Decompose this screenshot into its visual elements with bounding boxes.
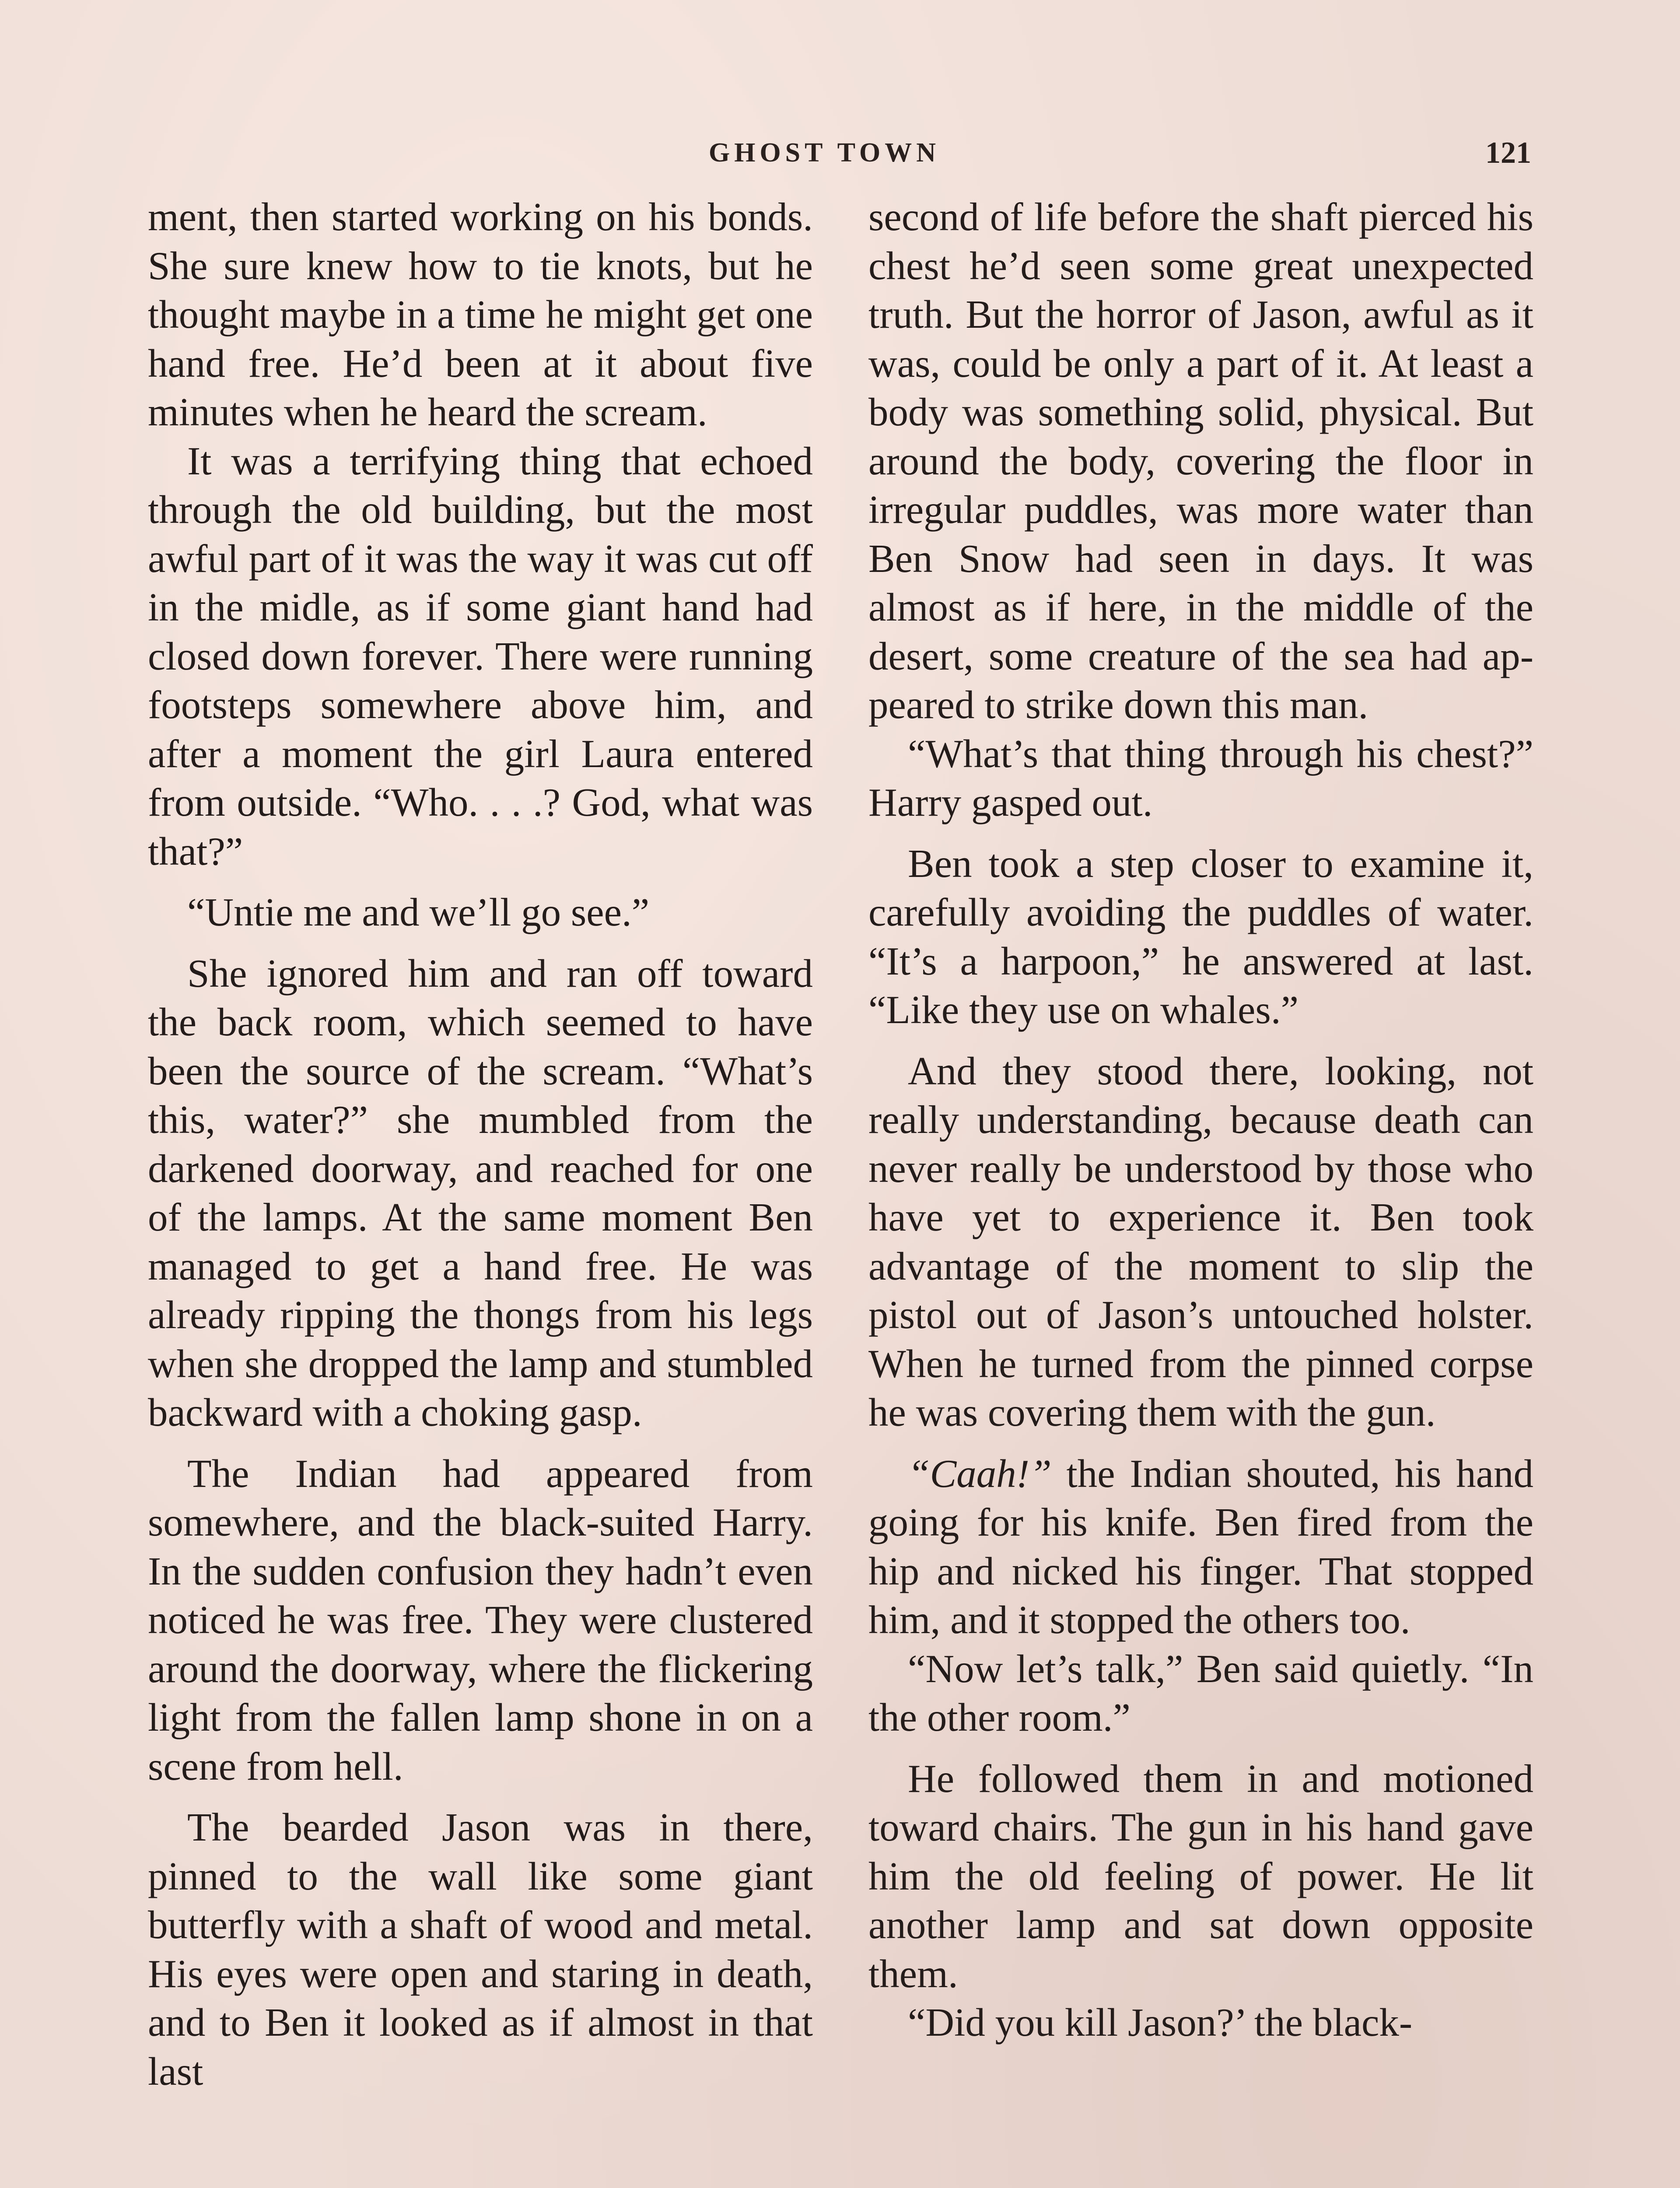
paragraph: It was a terrifying thing that echoed through the old building, but the most awful part of it was the way it was cut off in the midle, as if some giant hand had closed down forever. There were running footsteps somewhere above him, and after a moment the girl Laura entered from outside. “Who. . . .? God, what was that?”: [148, 438, 813, 873]
paragraph: The Indian had appeared from somewhere, and the black-suited Harry. In the sudden confusion they hadn’t even noticed he was free. They were clustered around the doorway, where the flickering light from the fallen lamp shone in on a scene from hell.: [148, 1451, 813, 1788]
header-title: GHOST TOWN: [709, 138, 941, 168]
paragraph: ment, then started working on his bonds. She sure knew how to tie knots, but he thought maybe in a time he might get one hand free. He’d been at it about five minutes when he heard the scream.: [148, 195, 813, 434]
paragraph: Ben took a step closer to examine it, carefully avoiding the puddles of water. “It’s a harpoon,” he answered at last. “Like they use on whales.”: [868, 841, 1533, 1032]
left-column: [148, 193, 813, 2096]
paragraph: He followed them in and motioned toward chairs. The gun in his hand gave him the old feeling of power. He lit another lamp and sat down opposite them.: [868, 1756, 1533, 1996]
paragraph-with-italic: [868, 1449, 1533, 1645]
paragraph: She ignored him and ran off toward the back room, which seemed to have been the source of the scream. “What’s this, water?” she mumbled from the darkened doorway, and reached for one of the lamps. At the same moment Ben managed to get a hand free. He was already ripping the thongs from his legs when she dropped the lamp and stumbled backward with a choking gasp.: [148, 951, 813, 1434]
page-number: 121: [1485, 136, 1531, 170]
paragraph: “Now let’s talk,” Ben said quietly. “In the other room.”: [868, 1646, 1533, 1739]
paragraph: “Untie me and we’ll go see.”: [187, 890, 650, 934]
paragraph: second of life before the shaft pierced his chest he’d seen some great unexpected truth. But the horror of Jason, awful as it was, could be only a part of it. At least a body was something solid, physical. But around the body, covering the floor in irregular puddles, was more water than Ben Snow had seen in days. It was almost as if here, in the middle of the desert, some creature of the sea had appeared to strike down this man.: [868, 195, 1533, 727]
paragraph: And they stood there, looking, not really understanding, because death can never really be understood by those who have yet to experience it. Ben took advantage of the moment to slip the pistol out of Jason’s untouched holster. When he turned from the pinned corpse he was covering them with the gun.: [868, 1048, 1533, 1434]
paragraph: “What’s that thing through his chest?” Harry gasped out.: [868, 731, 1533, 824]
paragraph: “Did you kill Jason?’ the black-: [908, 2000, 1413, 2044]
right-column: [868, 193, 1533, 2047]
italic-exclamation: “Caah!”: [908, 1451, 1052, 1496]
paragraph: The bearded Jason was in there, pinned to the wall like some giant butterfly with a shaft of wood and metal. His eyes were open and staring in death, and to Ben it looked as if almost in that last: [148, 1805, 813, 2093]
paragraph-text: the Indian shouted, his hand going for his knife. Ben fired from the hip and nicked his finger. That stopped him, and it stopped the others too.: [868, 1451, 1534, 1642]
running-head: [0, 131, 1680, 170]
